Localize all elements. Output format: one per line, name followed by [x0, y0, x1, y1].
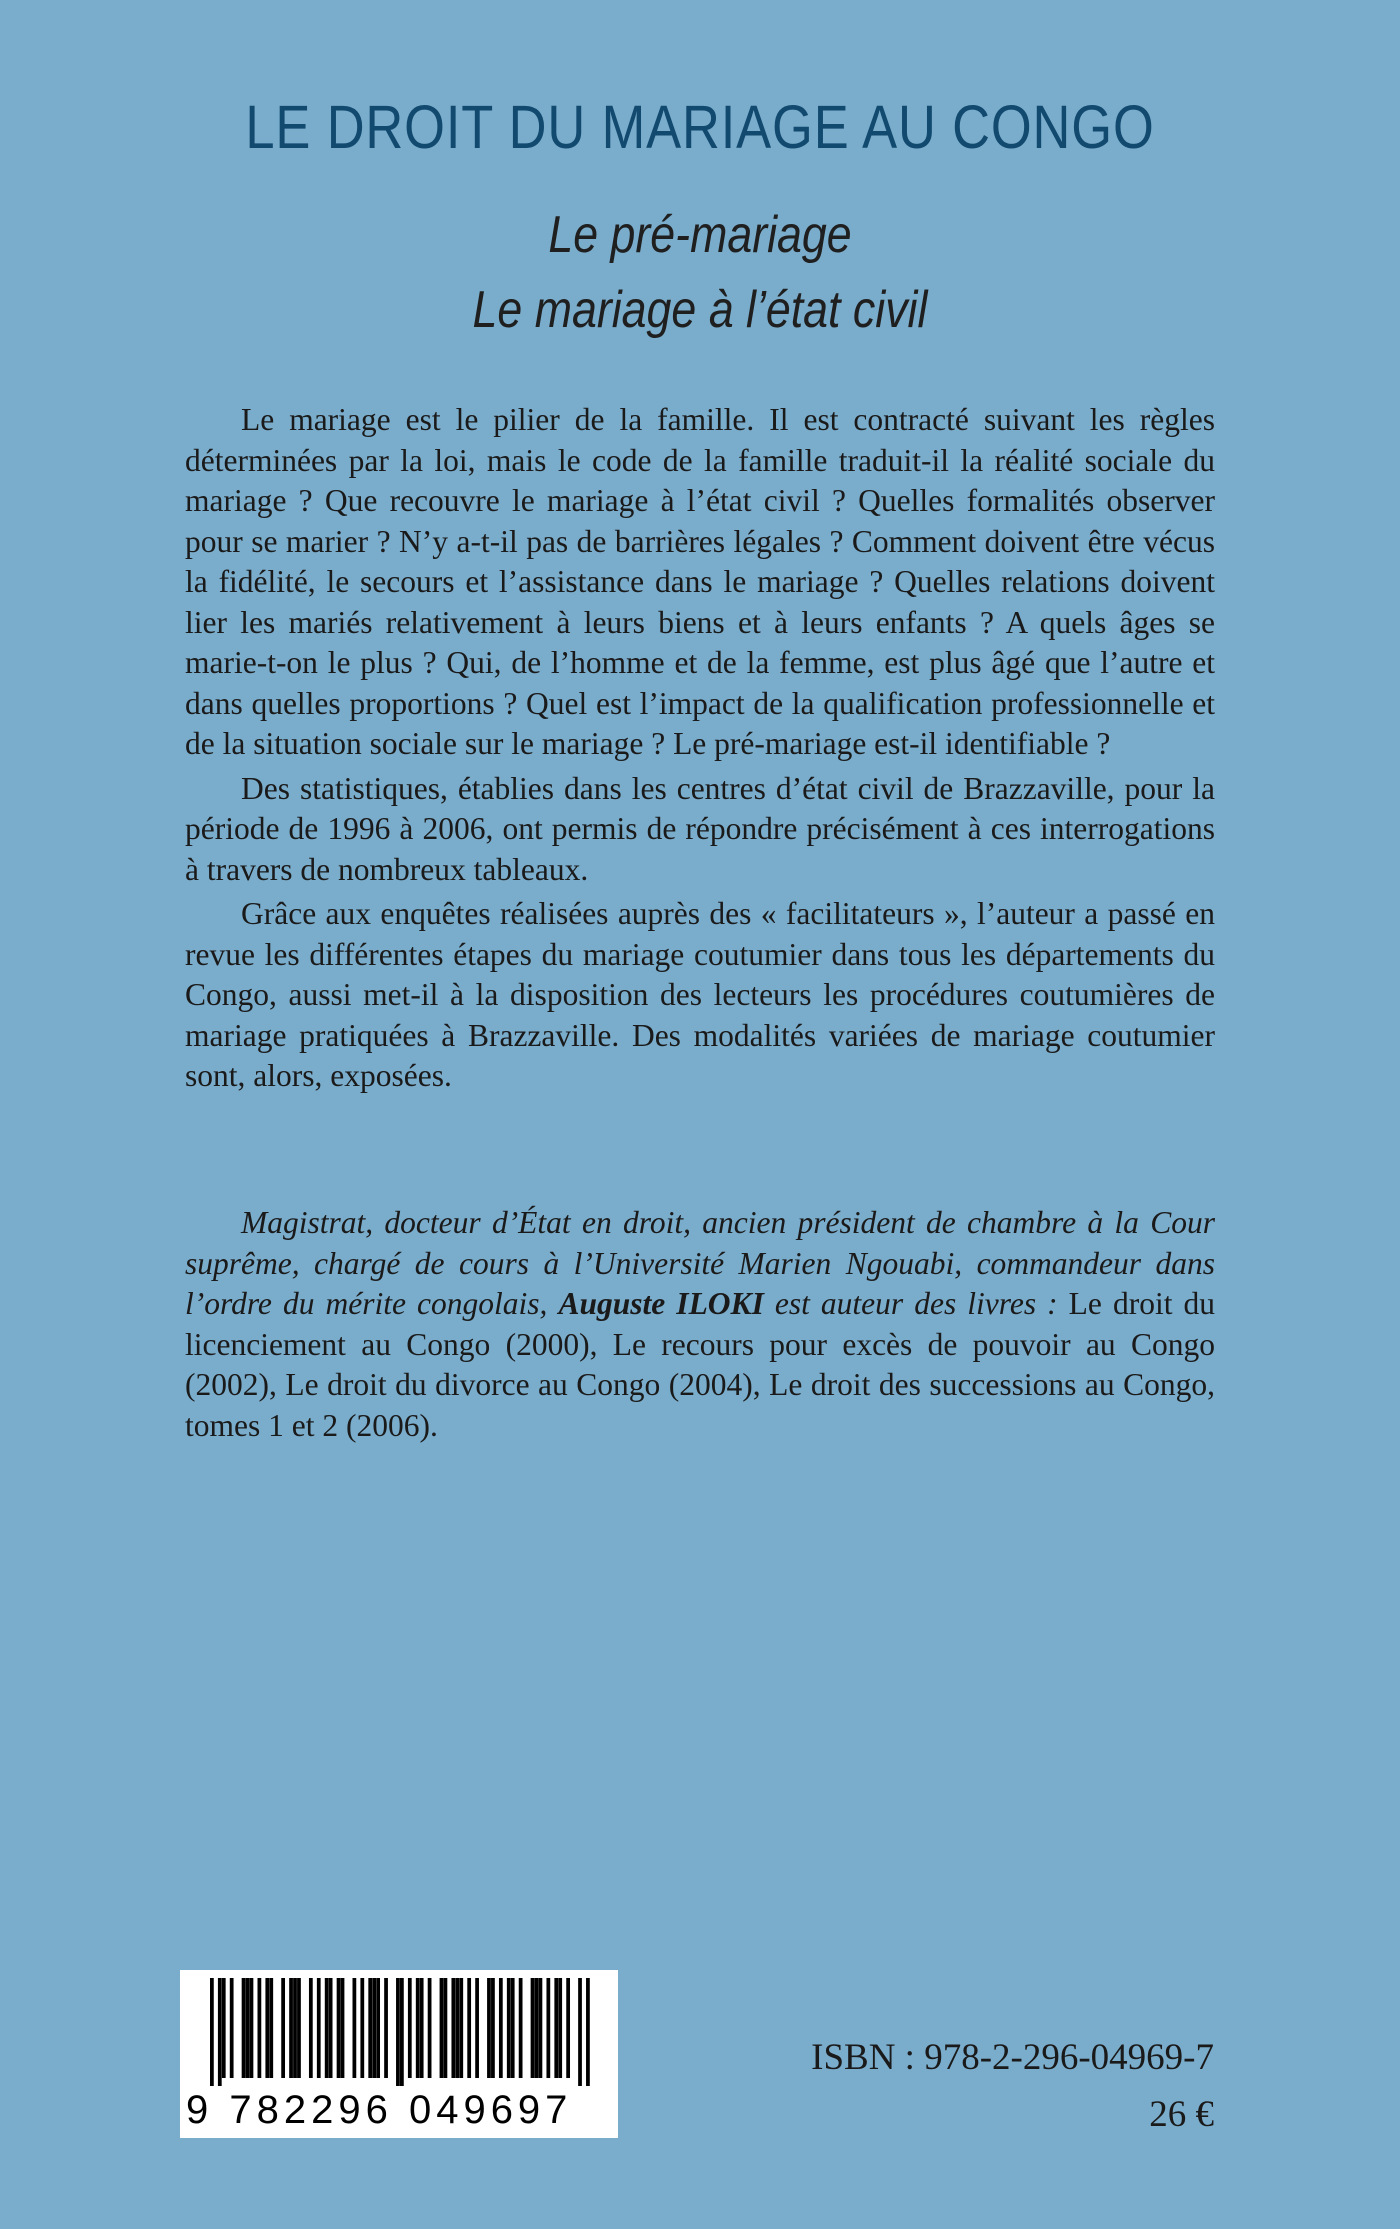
author-name: Auguste ILOKI	[558, 1286, 764, 1321]
barcode-bar	[317, 1978, 321, 2078]
barcode-bars	[210, 1978, 590, 2086]
barcode-bar	[400, 1978, 404, 2086]
barcode-bar	[444, 1978, 448, 2078]
blurb-paragraph-1: Le mariage est le pilier de la famille. Il est contracté suivant les règles déterminées par la loi, mais le code de la famille traduit-il la réalité sociale du mariage ? Que recouvre le mariage à l’état civil ? Quelles formalités observer pour se marier ? N’y a-t-il pas de barrières légales ? Comment doivent être vécus la fidélité, le secours et l’assistance dans le mariage ? Quelles relations doivent lier les mariés relativement à leurs biens et à leurs enfants ? A quels âges se marie-t-on le plus ? Qui, de l’homme et de la femme, est plus âgé que l’autre et dans quelles proportions ? Quel est l’impact de la qualification professionnelle et de la situation sociale sur le mariage ? Le pré-mariage est-il identifiable ?	[185, 402, 1215, 761]
barcode-bar	[408, 1978, 412, 2078]
subtitle-line-1: Le pré-mariage	[548, 206, 852, 264]
author-bio-intro: Magistrat, docteur d’État en droit, ancien président de chambre à la Cour suprême, chargé de cours à l’Université Marien Ngouabi, commandeur dans l’ordre du mérite congolais,	[185, 1205, 1215, 1321]
barcode	[180, 1970, 618, 2138]
barcode-bar	[499, 1978, 503, 2078]
author-bio	[185, 1203, 1215, 1446]
barcode-bar	[566, 1978, 570, 2078]
barcode-bar	[341, 1978, 345, 2078]
blurb-paragraph-3: Grâce aux enquêtes réalisées auprès des « facilitateurs », l’auteur a passé en revue les différentes étapes du mariage coutumier dans tous les départements du Congo, aussi met-il à la disposition des lecteurs les procédures coutumières de mariage pratiquées à Brazzaville. Des modalités variées de mariage coutumier sont, alors, exposées.	[185, 896, 1215, 1093]
barcode-bar	[428, 1978, 432, 2078]
barcode-bar	[218, 1978, 222, 2086]
barcode-bar	[487, 1978, 491, 2078]
barcode-bar	[222, 1978, 226, 2078]
subtitle-line-2: Le mariage à l’état civil	[472, 281, 928, 339]
barcode-bar	[210, 1978, 214, 2086]
barcode-bar	[491, 1978, 495, 2078]
barcode-bar	[511, 1978, 515, 2078]
blurb	[185, 400, 1215, 1097]
barcode-bar	[269, 1978, 273, 2078]
barcode-bar	[246, 1978, 250, 2078]
price: 26 €	[1149, 2094, 1214, 2135]
barcode-bar	[309, 1978, 313, 2078]
barcode-bar	[519, 1978, 523, 2078]
barcode-bar	[281, 1978, 285, 2078]
barcode-bar	[337, 1978, 341, 2078]
barcode-bar	[459, 1978, 463, 2078]
barcode-bar	[467, 1978, 471, 2078]
blurb-paragraph-2: Des statistiques, établies dans les centres d’état civil de Brazzaville, pour la période de 1996 à 2006, ont permis de répondre précisément à ces interrogations à travers de nombreux tableaux.	[185, 770, 1215, 887]
barcode-bar	[384, 1978, 388, 2078]
barcode-bar	[376, 1978, 380, 2078]
barcode-bar	[475, 1978, 479, 2078]
barcode-bar	[368, 1978, 372, 2078]
barcode-bar	[265, 1978, 269, 2078]
barcode-bar	[372, 1978, 376, 2078]
barcode-bar	[258, 1978, 262, 2078]
barcode-bar	[396, 1978, 400, 2086]
barcode-bar	[329, 1978, 333, 2078]
barcode-digits: 9 782296 049697	[186, 2088, 573, 2132]
barcode-bar	[455, 1978, 459, 2078]
barcode-bar	[353, 1978, 357, 2078]
barcode-bar	[546, 1978, 550, 2078]
barcode-bar	[531, 1978, 535, 2078]
barcode-bar	[586, 1978, 590, 2086]
barcode-bar	[554, 1978, 558, 2078]
author-books: Le droit du licenciement au Congo (2000), Le recours pour excès de pouvoir au Congo (2002), Le droit du divorce au Congo (2004), Le droit des successions au Congo, tomes 1 et 2 (2006).	[185, 1286, 1215, 1443]
barcode-bar	[507, 1978, 511, 2078]
barcode-bar	[440, 1978, 444, 2078]
barcode-bar	[242, 1978, 246, 2078]
isbn: ISBN : 978-2-296-04969-7	[811, 2037, 1214, 2078]
barcode-bar	[297, 1978, 301, 2078]
barcode-bar	[539, 1978, 543, 2078]
barcode-bar	[558, 1978, 562, 2078]
barcode-bar	[535, 1978, 539, 2078]
barcode-bar	[360, 1978, 364, 2078]
barcode-bar	[451, 1978, 455, 2078]
barcode-bar	[230, 1978, 234, 2078]
barcode-bar	[250, 1978, 254, 2078]
barcode-bar	[578, 1978, 582, 2086]
barcode-bar	[289, 1978, 293, 2078]
barcode-bar	[325, 1978, 329, 2078]
barcode-bar	[293, 1978, 297, 2078]
barcode-bar	[420, 1978, 424, 2078]
barcode-bar	[416, 1978, 420, 2078]
book-title: LE DROIT DU MARIAGE AU CONGO	[245, 93, 1155, 161]
author-bio-connector: est auteur des livres :	[763, 1286, 1058, 1321]
